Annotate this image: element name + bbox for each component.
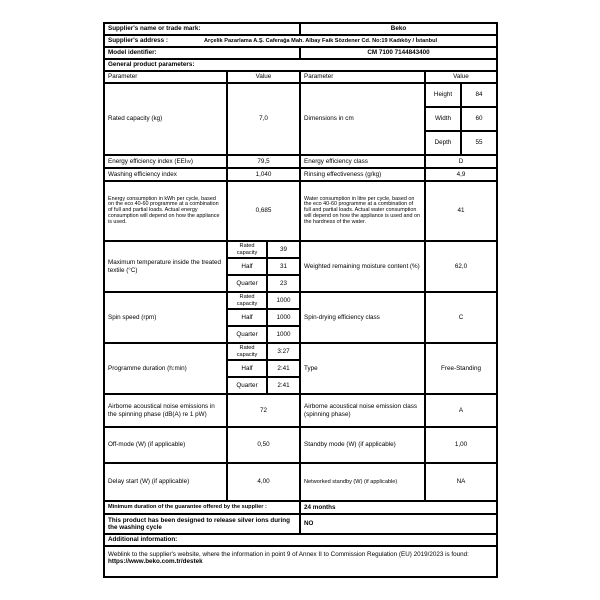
- additional-info-text: [104, 546, 497, 577]
- silver-ions-value: NO: [300, 514, 497, 534]
- model-identifier-value: CM 7100 7144843400: [300, 47, 497, 59]
- max-temp-half-value: 31: [267, 258, 300, 275]
- supplier-name-value: Beko: [300, 23, 497, 35]
- standby-value: 1,00: [425, 427, 497, 463]
- moisture-label: Weighted remaining moisture content (%): [300, 241, 425, 292]
- type-value: Free-Standing: [425, 343, 497, 394]
- rated-capacity-label: Rated capacity (kg): [104, 83, 227, 155]
- max-temp-half-label: Half: [227, 258, 267, 275]
- weblink-description: Weblink to the supplier's website, where the information in point 9 of Annex II to Commission Regulation (EU) 2019/2023 is found:: [108, 551, 469, 558]
- product-information-sheet: [103, 22, 498, 578]
- eei-value: 79,5: [227, 155, 300, 168]
- dimensions-label: Dimensions in cm: [300, 83, 425, 155]
- noise-class-label: Airborne acoustical noise emission class (spinning phase): [300, 394, 425, 427]
- noise-class-value: A: [425, 394, 497, 427]
- silver-ions-label: This product has been designed to release silver ions during the washing cycle: [104, 514, 300, 534]
- guarantee-label: Minimum duration of the guarantee offered by the supplier :: [104, 501, 300, 514]
- networked-standby-value: NA: [425, 463, 497, 501]
- height-value: 84: [461, 83, 497, 107]
- col-header-value-left: Value: [227, 71, 300, 83]
- spin-speed-rated-value: 1000: [267, 292, 300, 309]
- off-mode-value: 0,50: [227, 427, 300, 463]
- water-consumption-label: Water consumption in litre per cycle, based on the eco 40-60 programme at a combination of full and partial loads. Actual water consumption will depend on how the appliance is used and on the hardness of the water.: [300, 181, 425, 241]
- networked-standby-label: Networked standby (W) (if applicable): [300, 463, 425, 501]
- spin-speed-quarter-label: Quarter: [227, 326, 267, 343]
- noise-emissions-label: Airborne acoustical noise emissions in the spinning phase (dB(A) re 1 pW): [104, 394, 227, 427]
- energy-class-value: D: [425, 155, 497, 168]
- col-header-value-right: Value: [425, 71, 497, 83]
- general-parameters-title: General product parameters:: [104, 59, 497, 71]
- spin-drying-value: C: [425, 292, 497, 343]
- noise-emissions-value: 72: [227, 394, 300, 427]
- max-temp-rated-label: Rated capacity: [227, 241, 267, 258]
- spin-speed-half-label: Half: [227, 309, 267, 326]
- duration-rated-label: Rated capacity: [227, 343, 267, 360]
- height-label: Height: [425, 83, 461, 107]
- depth-label: Depth: [425, 131, 461, 155]
- duration-rated-value: 3:27: [267, 343, 300, 360]
- depth-value: 55: [461, 131, 497, 155]
- spin-speed-half-value: 1000: [267, 309, 300, 326]
- col-header-parameter-right: Parameter: [300, 71, 425, 83]
- max-temp-quarter-label: Quarter: [227, 275, 267, 292]
- max-temp-quarter-value: 23: [267, 275, 300, 292]
- duration-quarter-label: Quarter: [227, 377, 267, 394]
- washing-index-label: Washing efficiency index: [104, 168, 227, 181]
- washing-index-value: 1,040: [227, 168, 300, 181]
- rinsing-value: 4,9: [425, 168, 497, 181]
- type-label: Type: [300, 343, 425, 394]
- col-header-parameter-left: Parameter: [104, 71, 227, 83]
- supplier-name-label: Supplier's name or trade mark:: [104, 23, 300, 35]
- duration-quarter-value: 2:41: [267, 377, 300, 394]
- spin-drying-label: Spin-drying efficiency class: [300, 292, 425, 343]
- supplier-weblink[interactable]: https://www.beko.com.tr/destek: [108, 558, 203, 566]
- max-temperature-label: Maximum temperature inside the treated textile (°C): [104, 241, 227, 292]
- max-temp-rated-value: 39: [267, 241, 300, 258]
- supplier-address-value: Arçelik Pazarlama A.Ş. Caferağa Mah. Albay Faik Sözdener Cd. No:19 Kadıköy / İstanbul: [204, 37, 438, 44]
- energy-consumption-label: Energy consumption in kWh per cycle, based on the eco 40-60 programme at a combination of full and partial loads. Actual energy consumption will depend on how the appliance is used.: [104, 181, 227, 241]
- guarantee-value: 24 months: [300, 501, 497, 514]
- eei-label-text: Energy efficiency index (EEI: [108, 157, 187, 165]
- duration-half-value: 2:41: [267, 360, 300, 377]
- energy-consumption-value: 0,685: [227, 181, 300, 241]
- width-value: 60: [461, 107, 497, 131]
- rated-capacity-value: 7,0: [227, 83, 300, 155]
- delay-start-label: Delay start (W) (if applicable): [104, 463, 227, 501]
- delay-start-value: 4,00: [227, 463, 300, 501]
- supplier-address-label: Supplier's address :: [108, 37, 168, 45]
- rinsing-label: Rinsing effectiveness (g/kg): [300, 168, 425, 181]
- off-mode-label: Off-mode (W) (if applicable): [104, 427, 227, 463]
- eei-label-subscript: W: [186, 158, 191, 164]
- duration-half-label: Half: [227, 360, 267, 377]
- standby-label: Standby mode (W) (if applicable): [300, 427, 425, 463]
- eei-label-end: ): [190, 157, 193, 165]
- model-identifier-label: Model identifier:: [104, 47, 300, 59]
- programme-duration-label: Programme duration (h:min): [104, 343, 227, 394]
- additional-info-title: Additional information:: [104, 534, 497, 546]
- energy-class-label: Energy efficiency class: [300, 155, 425, 168]
- spin-speed-rated-label: Rated capacity: [227, 292, 267, 309]
- water-consumption-value: 41: [425, 181, 497, 241]
- moisture-value: 62,0: [425, 241, 497, 292]
- spin-speed-label: Spin speed (rpm): [104, 292, 227, 343]
- eei-label: [104, 155, 227, 168]
- width-label: Width: [425, 107, 461, 131]
- spin-speed-quarter-value: 1000: [267, 326, 300, 343]
- supplier-address-row: [104, 35, 497, 47]
